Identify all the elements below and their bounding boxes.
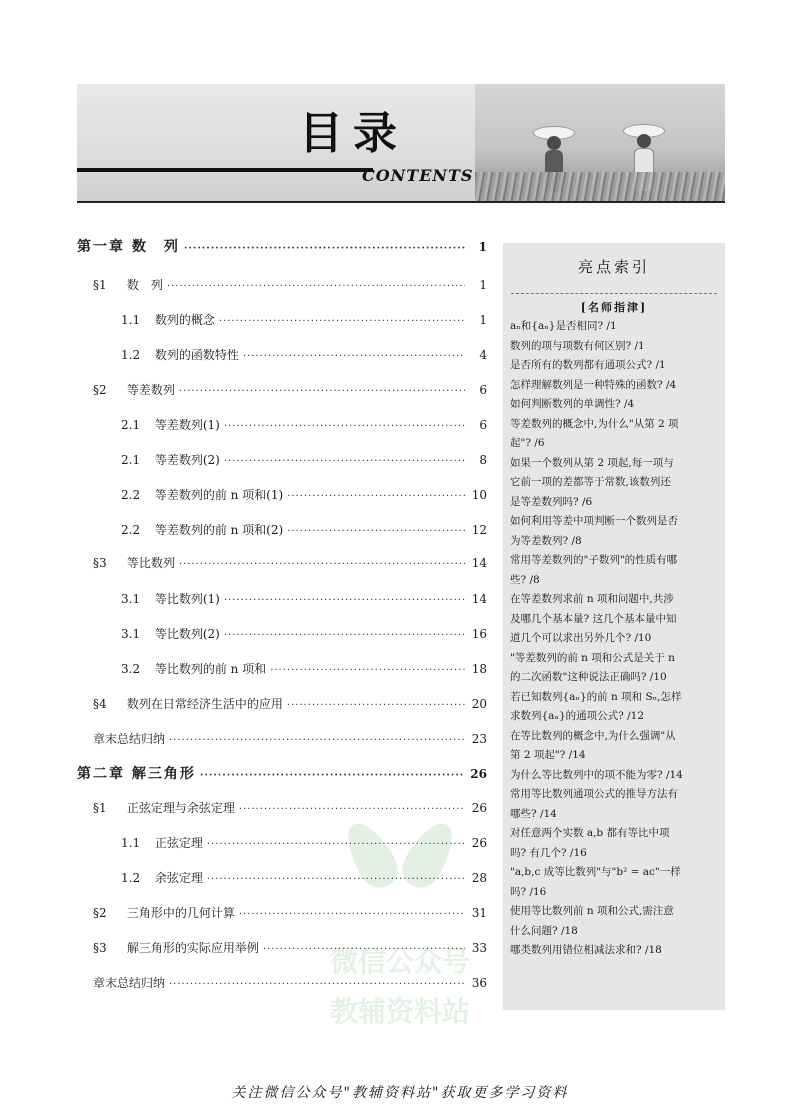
toc-entry-title [77,799,239,816]
toc-entry-number: 2.1 [121,453,141,467]
toc-entry-label: 数列的概念 [154,313,215,327]
sidebar-item: "a,b,c 成等比数列"与"b² = ac"一样 [510,866,681,878]
toc-entry-number: 1.1 [121,836,141,850]
page-title: 目录 [299,108,407,159]
toc-entry [77,486,487,506]
toc-entry-title [77,416,224,433]
toc-page-number: 14 [471,592,487,606]
toc-leader-dots [169,979,465,990]
toc-leader-dots [270,665,465,676]
toc-entry-number: 2.2 [121,523,141,537]
toc-entry-title [77,521,287,538]
banner-photo [475,84,725,202]
toc-leader-dots [184,243,465,254]
sidebar-item-list [510,317,722,961]
toc-entry-number: §3 [93,941,107,955]
sidebar-item: "等差数列的前 n 项和公式是关于 n [510,651,675,664]
toc-page-number: 23 [471,732,487,746]
sidebar-item: 第 2 项起"? /14 [510,749,586,761]
toc-entry-title [77,939,263,956]
toc-entry [77,695,487,715]
toc-entry [77,974,487,994]
toc-entry [77,799,487,819]
sidebar-item: 及哪几个基本量? 这几个基本量中知 [510,612,677,625]
toc-entry-label: 等差数列(1) [154,418,220,432]
page-subtitle-en: CONTENTS [362,166,474,185]
toc-entry-title [77,554,179,571]
toc-entry-number: 3.2 [121,662,141,676]
title-rule [77,168,373,172]
toc-entry-label: 等差数列 [126,383,175,397]
toc-entry-number: §1 [93,278,107,292]
footer-note: 关注微信公众号"教辅资料站"获取更多学习资料 [231,1085,569,1101]
toc-entry [77,904,487,924]
toc-entry-label: 等比数列的前 n 项和 [154,662,267,676]
toc-entry-title [77,590,224,607]
toc-entry-number: §4 [93,697,107,711]
watermark-line2: 教辅资料站 [329,995,470,1028]
sidebar-item: 哪些? /14 [510,807,557,820]
toc-entry-number: 第一章 [77,239,125,255]
toc-entry [77,763,487,783]
toc-entry-title [77,311,219,328]
toc-page-number: 16 [471,627,487,641]
toc-entry-title [77,869,207,886]
toc-leader-dots [224,421,465,432]
toc-entry-label: 章末总结归纳 [93,976,166,990]
toc-entry-number: 第二章 [77,766,125,782]
toc-entry-number: 2.1 [121,418,141,432]
toc-entry-label: 等差数列的前 n 项和(2) [154,523,284,537]
sidebar-subtitle: [名师指津] [580,301,648,314]
toc-leader-dots [200,770,465,781]
toc-entry-label: 三角形中的几何计算 [126,906,235,920]
toc-page-number: 6 [479,418,487,432]
toc-entry-number: 3.1 [121,627,141,641]
sidebar-item: 在等比数列的概念中,为什么强调"从 [510,729,676,742]
toc-entry-number: 3.1 [121,592,141,606]
toc-entry-label: 等差数列的前 n 项和(1) [154,488,284,502]
toc-entry-number: §2 [93,906,107,920]
toc-page-number: 14 [471,556,487,570]
sidebar-item: 起"? /6 [510,437,545,449]
toc-entry-label: 余弦定理 [154,871,203,885]
toc-entry [77,381,487,401]
toc-page-number: 20 [471,697,487,711]
sidebar-item: 它前一项的差都等于常数,该数列还 [510,476,671,488]
sidebar-item: 等差数列的概念中,为什么"从第 2 项 [510,417,679,430]
toc-entry [77,276,487,296]
toc-leader-dots [239,804,465,815]
toc-entry-label: 正弦定理与余弦定理 [126,801,235,815]
toc-entry-number: 1.2 [121,871,141,885]
toc-page-number: 31 [471,906,487,920]
toc-entry-label: 等比数列(1) [154,592,220,606]
toc-entry [77,451,487,471]
toc-entry [77,236,487,256]
toc-page-number: 18 [471,662,487,676]
sidebar-item: 些? /8 [510,573,540,586]
highlights-index-panel [503,243,725,1010]
toc-page-number: 12 [471,523,487,537]
toc-leader-dots [167,281,465,292]
sidebar-item: aₙ和{aₙ}是否相同? /1 [510,320,617,332]
toc-entry-title [77,834,207,851]
toc-entry-number: §3 [93,556,107,570]
toc-entry [77,625,487,645]
sidebar-item: 常用等比数列通项公式的推导方法有 [510,788,678,800]
sidebar-item: 如果一个数列从第 2 项起,每一项与 [510,456,674,469]
toc-leader-dots [263,944,465,955]
toc-leader-dots [239,909,465,920]
toc-page-number: 8 [479,453,487,467]
toc-entry-title [77,486,287,503]
sidebar-item: 道几个可以求出另外几个? /10 [510,632,652,644]
sidebar-item: 怎样理解数列是一种特殊的函数? /4 [510,378,677,391]
sidebar-item: 吗? 有几个? /16 [510,846,587,859]
toc-entry-label: 数 列 [126,278,163,292]
sidebar-title: 亮点索引 [577,258,650,276]
toc-page-number: 1 [479,313,487,327]
toc-entry [77,660,487,680]
sidebar-item: 的二次函数"这种说法正确吗? /10 [510,671,667,683]
toc-entry-label: 解三角形的实际应用举例 [126,941,259,955]
toc-page-number: 4 [479,348,487,362]
toc-entry [77,834,487,854]
toc-entry-title [77,451,224,468]
toc-leader-dots [219,316,465,327]
toc-entry-title [77,381,179,398]
sidebar-item: 哪类数列用错位相减法求和? /18 [510,944,662,956]
sidebar-item: 使用等比数列前 n 项和公式,需注意 [510,905,674,917]
sidebar-item: 为什么等比数列中的项不能为零? /14 [510,768,683,781]
grass-field [475,172,725,202]
toc-leader-dots [224,595,465,606]
toc-entry [77,554,487,574]
toc-entry-title [77,763,200,783]
toc-entry-title [77,695,287,712]
toc-entry-title [77,236,184,256]
toc-entry-title [77,904,239,921]
toc-entry [77,869,487,889]
toc-page-number: 33 [471,941,487,955]
toc-entry-label: 等比数列 [126,556,175,570]
sidebar-item: 在等差数列求前 n 项和问题中,共涉 [510,593,674,605]
toc-leader-dots [179,386,465,397]
toc-page-number: 6 [479,383,487,397]
toc-entry [77,416,487,436]
toc-entry-label: 数列在日常经济生活中的应用 [126,697,283,711]
toc-entry-label: 数 列 [131,239,180,255]
sidebar-item: 数列的项与项数有何区别? /1 [510,339,645,352]
toc-leader-dots [224,630,465,641]
toc-page-number: 26 [470,767,487,781]
sidebar-item: 如何判断数列的单调性? /4 [510,398,635,410]
toc-entry [77,521,487,541]
sidebar-item: 对任意两个实数 a,b 都有等比中项 [510,827,670,839]
toc-entry-label: 解三角形 [131,766,196,782]
sidebar-item: 是等差数列吗? /6 [510,495,593,508]
toc-page-number: 10 [471,488,487,502]
toc-leader-dots [169,735,465,746]
toc-leader-dots [207,874,465,885]
toc-entry-number: 2.2 [121,488,141,502]
sidebar-item: 是否所有的数列都有通项公式? /1 [510,359,666,371]
toc-entry [77,311,487,331]
toc-entry-title [77,730,169,747]
toc-entry-title [77,660,270,677]
toc-page-number: 1 [478,240,487,254]
toc-entry-label: 等比数列(2) [154,627,220,641]
toc-entry-label: 数列的函数特性 [154,348,239,362]
toc-entry-number: 1.1 [121,313,141,327]
toc-entry [77,346,487,366]
toc-entry-number: §2 [93,383,107,397]
sidebar-item: 吗? /16 [510,885,547,898]
toc-entry-title [77,974,169,991]
toc-entry-label: 正弦定理 [154,836,203,850]
toc-leader-dots [287,700,465,711]
sidebar-divider [511,293,717,294]
toc-leader-dots [243,351,465,362]
toc-leader-dots [224,456,465,467]
toc-entry-number: §1 [93,801,107,815]
toc-entry-label: 章末总结归纳 [93,732,166,746]
banner-divider [77,201,725,203]
toc-entry [77,730,487,750]
sidebar-item: 为等差数列? /8 [510,534,582,547]
toc-page-number: 26 [471,836,487,850]
sidebar-item: 常用等差数列的"子数列"的性质有哪 [510,554,678,566]
toc-leader-dots [287,491,465,502]
toc-entry-title [77,346,243,363]
toc-entry [77,939,487,959]
toc-entry-title [77,625,224,642]
sidebar-item: 什么问题? /18 [510,924,578,937]
toc-page-number: 1 [479,278,487,292]
toc-entry-label: 等差数列(2) [154,453,220,467]
toc-page-number: 36 [471,976,487,990]
sidebar-item: 若已知数列{aₙ}的前 n 项和 Sₙ,怎样 [510,690,682,703]
toc-page-number: 28 [471,871,487,885]
toc-entry-number: 1.2 [121,348,141,362]
toc-page-number: 26 [471,801,487,815]
toc-leader-dots [287,526,465,537]
toc-entry-title [77,276,167,293]
sidebar-item: 如何利用等差中项判断一个数列是否 [510,515,678,527]
watermark-line1: 微信公众号 [329,945,470,978]
toc-entry [77,590,487,610]
toc-leader-dots [207,839,465,850]
sidebar-item: 求数列{aₙ}的通项公式? /12 [510,710,645,722]
toc-leader-dots [179,559,465,570]
